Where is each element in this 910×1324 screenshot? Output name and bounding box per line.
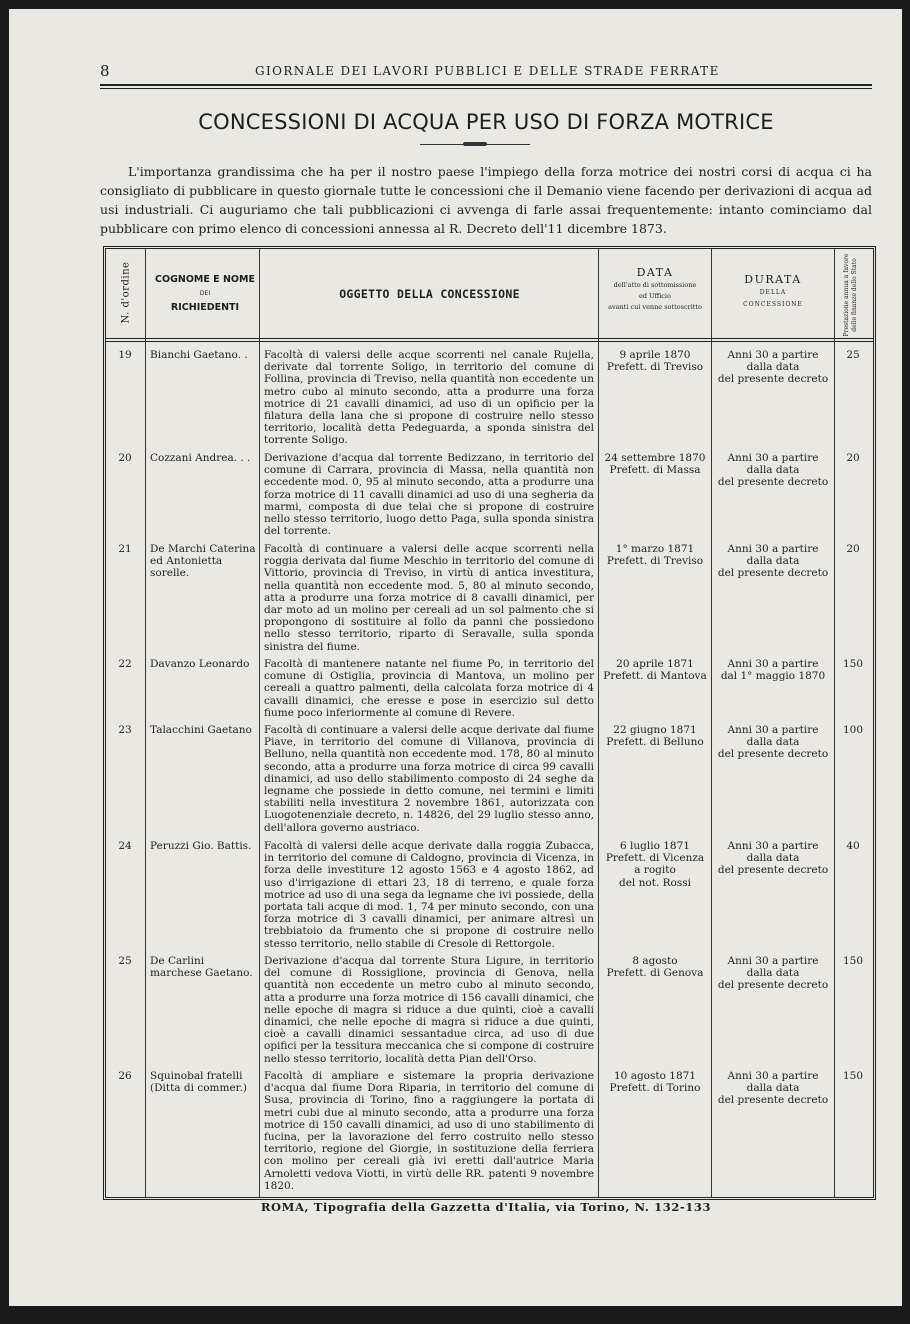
act-date: 22 giugno 1871 Prefett. di Belluno xyxy=(606,724,704,749)
row-number: 21 xyxy=(118,543,132,555)
concession-description: Facoltà di continuare a valersi delle acque scorrenti nella roggia derivata dal fiume Meschio in territorio del comune di Vittorio, provincia di Treviso, in virtù di antica investitura, nella quantità non eccedente mod. 5, 80 al minuto secondo, atta a produrre una forza motrice di 8 cavalli dinamici, per dar moto ad un molino per cereali ad un sol palmento che si propongono di sostituire al follo da panni che possiedono nello stesso territorio, riparto di Seravalle, sulla sponda sinistra del fiume. xyxy=(264,543,594,653)
concession-duration: Anni 30 a partire dalla data del presente decreto xyxy=(717,1070,829,1107)
applicant-name: Cozzani Andrea. . . xyxy=(150,452,251,464)
header-nome-line2: DEI xyxy=(199,290,211,297)
row-number: 26 xyxy=(118,1070,132,1082)
act-date: 20 aprile 1871 Prefett. di Mantova xyxy=(603,658,707,683)
header-durata-line1: DURATA xyxy=(744,273,802,286)
row-number: 24 xyxy=(118,840,132,852)
act-date: 9 aprile 1870 Prefett. di Treviso xyxy=(606,349,704,374)
concessions-table xyxy=(105,248,874,1198)
scan-edge-top xyxy=(0,0,910,9)
header-nome-line1: COGNOME E NOME xyxy=(155,274,255,285)
concession-duration: Anni 30 a partire dalla data del presente decreto xyxy=(717,349,829,386)
running-title: GIORNALE DEI LAVORI PUBBLICI E DELLE STRADE FERRATE xyxy=(255,64,720,78)
scan-edge-left xyxy=(0,0,9,1324)
concession-description: Facoltà di ampliare e sistemare la propria derivazione d'acqua dal fiume Dora Riparia, in territorio del comune di Susa, provincia di Torino, fino a raggiungere la portata di metri cubi due al minuto secondo, atta a produrre una forza motrice di 150 cavalli dinamici, ad uso di uno stabilimento di fucina, per la lavorazione del ferro costruito nello stesso territorio, regione del Giorgie, in sostituzione della ferriera con molino per cereali già ivi eretti dall'autrice Maria Arnoletti vedova Viotti, in virtù delle RR. patenti 9 novembre 1820. xyxy=(264,1070,594,1192)
header-rule xyxy=(106,341,873,342)
header-prestazione: Prestazione annua a favore delle finanze dello Stato xyxy=(843,253,858,337)
annual-fee: 100 xyxy=(842,724,864,736)
title-ornament-center xyxy=(463,142,487,146)
concession-duration: Anni 30 a partire dalla data del presente decreto xyxy=(717,543,829,580)
act-date: 24 settembre 1870 Prefett. di Massa xyxy=(604,452,706,477)
row-number: 22 xyxy=(118,658,132,670)
row-number: 25 xyxy=(118,955,132,967)
scan-edge-bottom xyxy=(0,1306,910,1324)
annual-fee: 150 xyxy=(842,658,864,670)
applicant-name: Davanzo Leonardo xyxy=(150,658,250,670)
concession-description: Facoltà di mantenere natante nel fiume Po, in territorio del comune di Ostiglia, provincia di Mantova, un molino per cereali a quattro palmenti, della calcolata forza motrice di 4 cavalli dinamici, che eresse e pose in esercizio sul detto fiume poco inferiormente al comune di Revere. xyxy=(264,658,594,719)
annual-fee: 25 xyxy=(846,349,860,361)
header-data-line1: DATA xyxy=(636,266,674,279)
act-date: 6 luglio 1871 Prefett. di Vicenza a rogito del not. Rossi xyxy=(605,840,705,889)
scan-edge-right xyxy=(902,0,910,1324)
header-nome-line3: RICHIEDENTI xyxy=(170,302,240,313)
annual-fee: 40 xyxy=(846,840,860,852)
header-ordine: N. d'ordine xyxy=(120,261,132,324)
header-durata-line3: CONCESSIONE xyxy=(743,301,803,308)
annual-fee: 150 xyxy=(842,955,864,967)
col-divider xyxy=(711,249,712,1197)
concession-description: Facoltà di valersi delle acque derivate dalla roggia Zubacca, in territorio del comune di Caldogno, provincia di Vicenza, in forza delle investiture 12 agosto 1563 e 4 agosto 1862, ad uso d'irrigazione di ettari 23, 18 di terreno, e quale forza motrice ad uso di una sega da legname che ivi possiede, della portata tali acque di mod. 1, 74 per minuto secondo, con una forza motrice di 3 cavalli dinamici, per animare altresì un trebbiatoio da frumento che si propone di costruire nello stesso territorio, nello stabile di Cresole di Rettorgole. xyxy=(264,840,594,950)
applicant-name: De Marchi Caterina ed Antonietta sorelle. xyxy=(150,543,256,580)
row-number: 20 xyxy=(118,452,132,464)
printer-imprint: ROMA, Tipografia della Gazzetta d'Italia, via Torino, N. 132-133 xyxy=(260,1200,712,1214)
col-divider xyxy=(259,249,260,1197)
concession-duration: Anni 30 a partire dal 1° maggio 1870 xyxy=(720,658,826,683)
intro-paragraph: L'importanza grandissima che ha per il nostro paese l'impiego della forza motrice dei nostri corsi di acqua ci ha consigliato di pubblicare in questo giornale tutte le concessioni che il Demanio viene facendo per derivazioni di acqua ad usi industriali. Ci auguriamo che tali pubblicazioni ci avvenga di farle assai frequentemente: intanto cominciamo dal pubblicare con primo elenco di concessioni annessa al R. Decreto dell'11 dicembre 1873. xyxy=(100,164,872,236)
concession-duration: Anni 30 a partire dalla data del presente decreto xyxy=(717,840,829,877)
act-date: 1° marzo 1871 Prefett. di Treviso xyxy=(606,543,704,568)
article-title: CONCESSIONI DI ACQUA PER USO DI FORZA MOTRICE xyxy=(198,110,774,134)
concession-duration: Anni 30 a partire dalla data del presente decreto xyxy=(717,452,829,489)
applicant-name: Bianchi Gaetano. . xyxy=(150,349,248,361)
header-rule-thin xyxy=(100,88,872,89)
concession-duration: Anni 30 a partire dalla data del presente decreto xyxy=(717,724,829,761)
header-rule xyxy=(100,84,872,86)
header-rule xyxy=(106,338,873,339)
header-data-line3: ed Ufficio xyxy=(639,292,671,300)
page-number: 8 xyxy=(100,62,110,80)
col-divider xyxy=(834,249,835,1197)
annual-fee: 150 xyxy=(842,1070,864,1082)
header-data-line2: dell'atto di sottomissione xyxy=(613,281,697,289)
concession-description: Derivazione d'acqua dal torrente Bedizzano, in territorio del comune di Carrara, provincia di Massa, nella quantità non eccedente mod. 0, 95 al minuto secondo, atta a produrre una forza motrice di 11 cavalli dinamici ad uso di una segheria da marmi, composta di due telai che si propone di costruire nello stesso territorio, luogo detto Paga, sulla sponda sinistra del torrente. xyxy=(264,452,594,538)
header-oggetto: OGGETTO DELLA CONCESSIONE xyxy=(339,287,520,301)
row-number: 19 xyxy=(118,349,132,361)
applicant-name: De Carlini marchese Gaetano. xyxy=(150,955,253,980)
row-number: 23 xyxy=(118,724,132,736)
header-data xyxy=(599,266,711,313)
act-date: 8 agosto Prefett. di Genova xyxy=(606,955,704,980)
header-durata xyxy=(712,273,834,311)
header-durata-line2: DELLA xyxy=(759,289,787,296)
act-date: 10 agosto 1871 Prefett. di Torino xyxy=(609,1070,701,1095)
header-data-line4: avanti cui venne sottoscritto xyxy=(608,303,702,311)
col-divider xyxy=(145,249,146,1197)
concession-duration: Anni 30 a partire dalla data del presente decreto xyxy=(717,955,829,992)
applicant-name: Talacchini Gaetano xyxy=(150,724,252,736)
concession-description: Derivazione d'acqua dal torrente Stura Ligure, in territorio del comune di Rossiglione, provincia di Genova, nella quantità non eccedente un metro cubo al minuto secondo, atta a produrre una forza motrice di 156 cavalli dinamici, che nelle epoche di magra si riduce a due quinti, cioè a cavalli dinamici, che nelle epoche di magra si riduce a due quinti, cioè a cavalli dinamici sessantadue circa, ad uso di due opifici per la tessitura meccanica che si compone di costruire nello stesso territorio, località detta Pian dell'Orso. xyxy=(264,955,594,1065)
applicant-name: Peruzzi Gio. Battis. xyxy=(150,840,252,852)
annual-fee: 20 xyxy=(846,543,860,555)
header-nome xyxy=(150,273,260,315)
concession-description: Facoltà di valersi delle acque scorrenti nel canale Rujella, derivate dal torrente Soligo, in territorio del comune di Follina, provincia di Treviso, nella quantità non eccedente un metro cubo al minuto secondo, atta a produrre una forza motrice di 21 cavalli dinamici, ad uso di un opificio per la filatura della lana che si propone di costruire nello stesso territorio, località detta Pedeguarda, a sponda sinistra del torrente Soligo. xyxy=(264,349,594,447)
concession-description: Facoltà di continuare a valersi delle acque derivate dal fiume Piave, in territorio del comune di Villanova, provincia di Belluno, nella quantità non eccedente mod. 178, 80 al minuto secondo, atta a produrre una forza motrice di circa 99 cavalli dinamici, ad uso dello stabilimento composto di 24 seghe da legname che possiede in detto comune, nei termini e limiti stabiliti nella investitura 2 novembre 1861, autorizzata con Luogotenenziale decreto, n. 14826, del 29 luglio stesso anno, dell'allora governo austriaco. xyxy=(264,724,594,834)
applicant-name: Squinobal fratelli (Ditta di commer.) xyxy=(150,1070,247,1095)
col-divider xyxy=(598,249,599,1197)
annual-fee: 20 xyxy=(846,452,860,464)
